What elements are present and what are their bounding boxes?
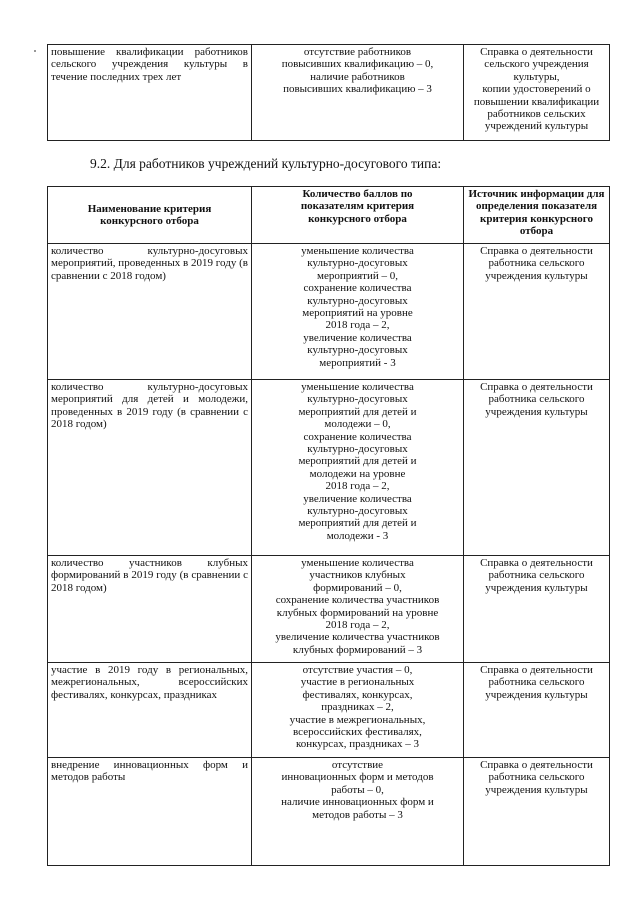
source-cell: Справка о деятельности работника сельского учреждения культуры [464,758,610,866]
table-row [48,556,610,663]
criterion-cell: внедрение инновационных форм и методов работы [48,758,252,866]
points-cell: отсутствие участия – 0, участие в региональных фестивалях, конкурсах, праздниках – 2, участие в межрегиональных, всероссийских фестивалях, конкурсах, праздниках – 3 [252,663,464,758]
top-criteria-table [47,44,610,141]
criterion-cell: повышение квалификации работников сельского учреждения культуры в течение последних трех лет [48,45,252,141]
points-cell: уменьшение количества культурно-досуговых мероприятий – 0, сохранение количества культурно-досуговых мероприятий на уровне 2018 года – 2, увеличение количества культурно-досуговых мероприятий - 3 [252,244,464,380]
header-criterion-name: Наименование критерия конкурсного отбора [48,187,252,244]
criterion-cell: количество культурно-досуговых мероприятий, проведенных в 2019 году (в сравнении с 2018 годом) [48,244,252,380]
points-cell: отсутствие работников повысивших квалификацию – 0, наличие работников повысивших квалификацию – 3 [252,45,464,141]
points-cell: уменьшение количества участников клубных формирований – 0, сохранение количества участников клубных формирований на уровне 2018 года – 2, увеличение количества участников клубных формирований – 3 [252,556,464,663]
scan-speck [34,50,36,52]
header-points: Количество баллов по показателям критерия конкурсного отбора [252,187,464,244]
source-cell: Справка о деятельности работника сельского учреждения культуры [464,556,610,663]
criterion-cell: количество культурно-досуговых мероприятий для детей и молодежи, проведенных в 2019 году (в сравнении с 2018 годом) [48,380,252,556]
culture-leisure-criteria-table [47,186,610,866]
table-row [48,45,610,141]
criterion-cell: участие в 2019 году в региональных, межрегиональных, всероссийских фестивалях, конкурсах, праздниках [48,663,252,758]
source-cell: Справка о деятельности работника сельского учреждения культуры [464,663,610,758]
table-row [48,663,610,758]
points-cell: отсутствие инновационных форм и методов работы – 0, наличие инновационных форм и методов работы – 3 [252,758,464,866]
source-cell: Справка о деятельности сельского учреждения культуры, копии удостоверений о повышении квалификации работников сельских учреждений культуры [464,45,610,141]
source-cell: Справка о деятельности работника сельского учреждения культуры [464,244,610,380]
table-row [48,758,610,866]
header-source: Источник информации для определения показателя критерия конкурсного отбора [464,187,610,244]
table-row [48,380,610,556]
criterion-cell: количество участников клубных формирований в 2019 году (в сравнении с 2018 годом) [48,556,252,663]
source-cell: Справка о деятельности работника сельского учреждения культуры [464,380,610,556]
table-row [48,244,610,380]
table-header-row [48,187,610,244]
points-cell: уменьшение количества культурно-досуговых мероприятий для детей и молодежи – 0, сохранение количества культурно-досуговых мероприятий для детей и молодежи на уровне 2018 года – 2, увеличение количества культурно-досуговых мероприятий для детей и молодежи - 3 [252,380,464,556]
section-heading: 9.2. Для работников учреждений культурно-досугового типа: [90,156,442,171]
